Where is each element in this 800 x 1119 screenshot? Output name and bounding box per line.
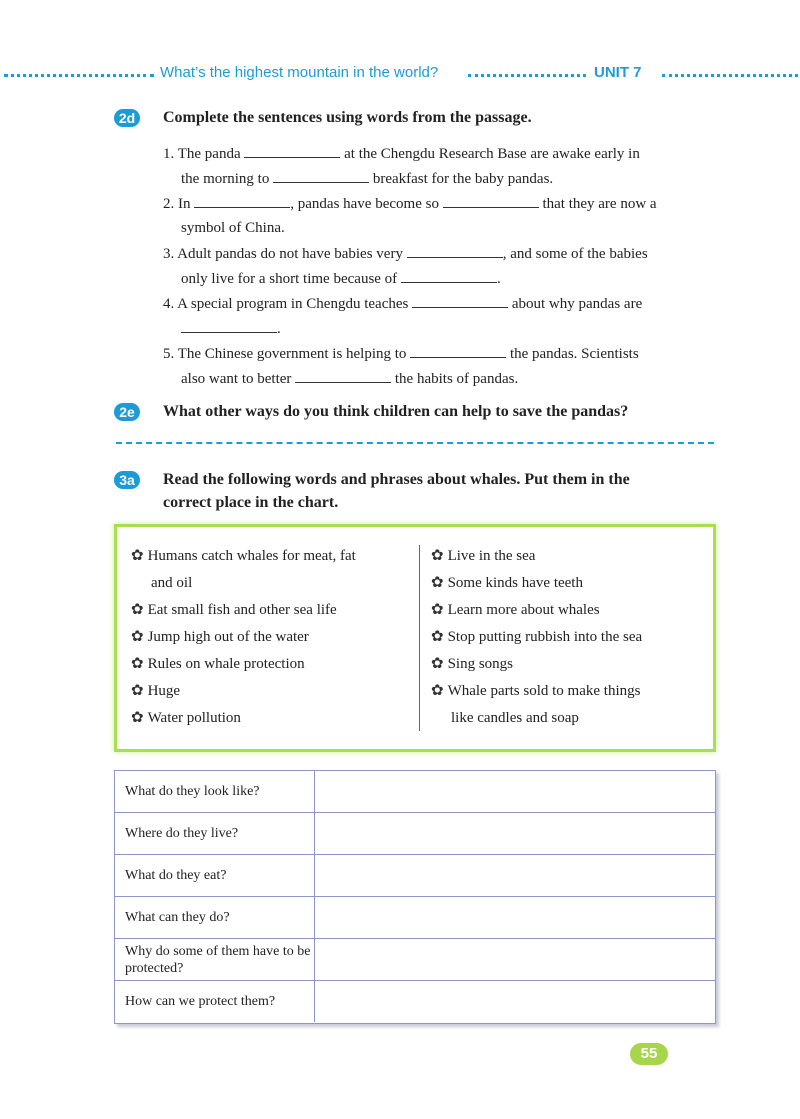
word-item-cont: and oil [151,575,193,591]
instruction-3a-line-2: correct place in the chart. [163,494,339,511]
question-cell: Where do they live? [115,813,315,854]
word-item[interactable]: ✿ Learn more about whales [431,602,600,618]
flower-bullet-icon: ✿ [431,602,444,618]
sentence-line-5: 5. The Chinese government is helping to the pandas. Scientists [163,343,639,364]
flower-bullet-icon: ✿ [131,710,144,726]
table-row [115,939,715,981]
answer-cell[interactable] [316,813,715,854]
flower-bullet-icon: ✿ [131,629,144,645]
flower-bullet-icon: ✿ [431,683,444,699]
table-row [115,981,715,1022]
word-item-cont: like candles and soap [451,710,579,726]
blank-7[interactable] [412,293,508,308]
sentence-line-1-cont: the morning to breakfast for the baby pandas. [181,168,553,189]
sentence-line-3: 3. Adult pandas do not have babies very , and some of the babies [163,243,648,264]
word-item[interactable]: ✿ Stop putting rubbish into the sea [431,629,643,645]
question-cell: What do they eat? [115,855,315,896]
instruction-2e: What other ways do you think children can help to save the pandas? [163,403,629,420]
header-dots-left [4,74,154,77]
word-item[interactable]: ✿ Whale parts sold to make things [431,683,641,699]
word-box-separator [419,545,420,731]
sentence-line-2-cont: symbol of China. [181,220,285,236]
table-row [115,897,715,939]
word-item[interactable]: ✿ Water pollution [131,710,241,726]
word-item[interactable]: ✿ Sing songs [431,656,514,672]
blank-1[interactable] [244,143,340,158]
answer-cell[interactable] [316,981,715,1022]
sentence-line-2: 2. In , pandas have become so that they are now a [163,193,657,214]
header-title: What’s the highest mountain in the world? [160,64,439,81]
word-item[interactable]: ✿ Jump high out of the water [131,629,309,645]
page-number: 55 [630,1043,668,1065]
sentence-line-1: 1. The panda at the Chengdu Research Base are awake early in [163,143,640,164]
question-cell: What can they do? [115,897,315,938]
blank-5[interactable] [407,243,503,258]
whale-chart-table [114,770,716,1024]
question-cell: How can we protect them? [115,981,315,1022]
blank-9[interactable] [410,343,506,358]
flower-bullet-icon: ✿ [131,656,144,672]
word-item[interactable]: ✿ Humans catch whales for meat, fat [131,548,356,564]
instruction-2d: Complete the sentences using words from the passage. [163,109,532,126]
word-box [114,524,716,752]
sentence-line-4-cont: . [181,318,281,339]
section-divider [116,442,714,444]
blank-10[interactable] [295,368,391,383]
question-cell: Why do some of them have to be protected? [115,939,315,980]
word-item[interactable]: ✿ Live in the sea [431,548,536,564]
flower-bullet-icon: ✿ [131,602,144,618]
word-item[interactable]: ✿ Rules on whale protection [131,656,305,672]
table-row [115,771,715,813]
blank-8[interactable] [181,318,277,333]
flower-bullet-icon: ✿ [131,548,144,564]
header-unit: UNIT 7 [594,64,642,81]
word-item[interactable]: ✿ Some kinds have teeth [431,575,583,591]
flower-bullet-icon: ✿ [431,629,444,645]
flower-bullet-icon: ✿ [431,656,444,672]
blank-3[interactable] [194,193,290,208]
running-header [0,64,800,86]
table-row [115,813,715,855]
answer-cell[interactable] [316,855,715,896]
blank-6[interactable] [401,268,497,283]
instruction-3a-line-1: Read the following words and phrases about whales. Put them in the [163,471,630,488]
question-cell: What do they look like? [115,771,315,812]
word-item[interactable]: ✿ Huge [131,683,181,699]
blank-2[interactable] [273,168,369,183]
answer-cell[interactable] [316,939,715,980]
answer-cell[interactable] [316,771,715,812]
badge-2d: 2d [114,109,140,127]
table-row [115,855,715,897]
blank-4[interactable] [443,193,539,208]
sentence-line-3-cont: only live for a short time because of . [181,268,501,289]
badge-3a: 3a [114,471,140,489]
header-dots-middle [468,74,586,77]
word-item[interactable]: ✿ Eat small fish and other sea life [131,602,337,618]
badge-2e: 2e [114,403,140,421]
flower-bullet-icon: ✿ [131,683,144,699]
sentence-line-4: 4. A special program in Chengdu teaches about why pandas are [163,293,642,314]
answer-cell[interactable] [316,897,715,938]
header-dots-right [662,74,798,77]
flower-bullet-icon: ✿ [431,575,444,591]
sentence-line-5-cont: also want to better the habits of pandas. [181,368,518,389]
flower-bullet-icon: ✿ [431,548,444,564]
